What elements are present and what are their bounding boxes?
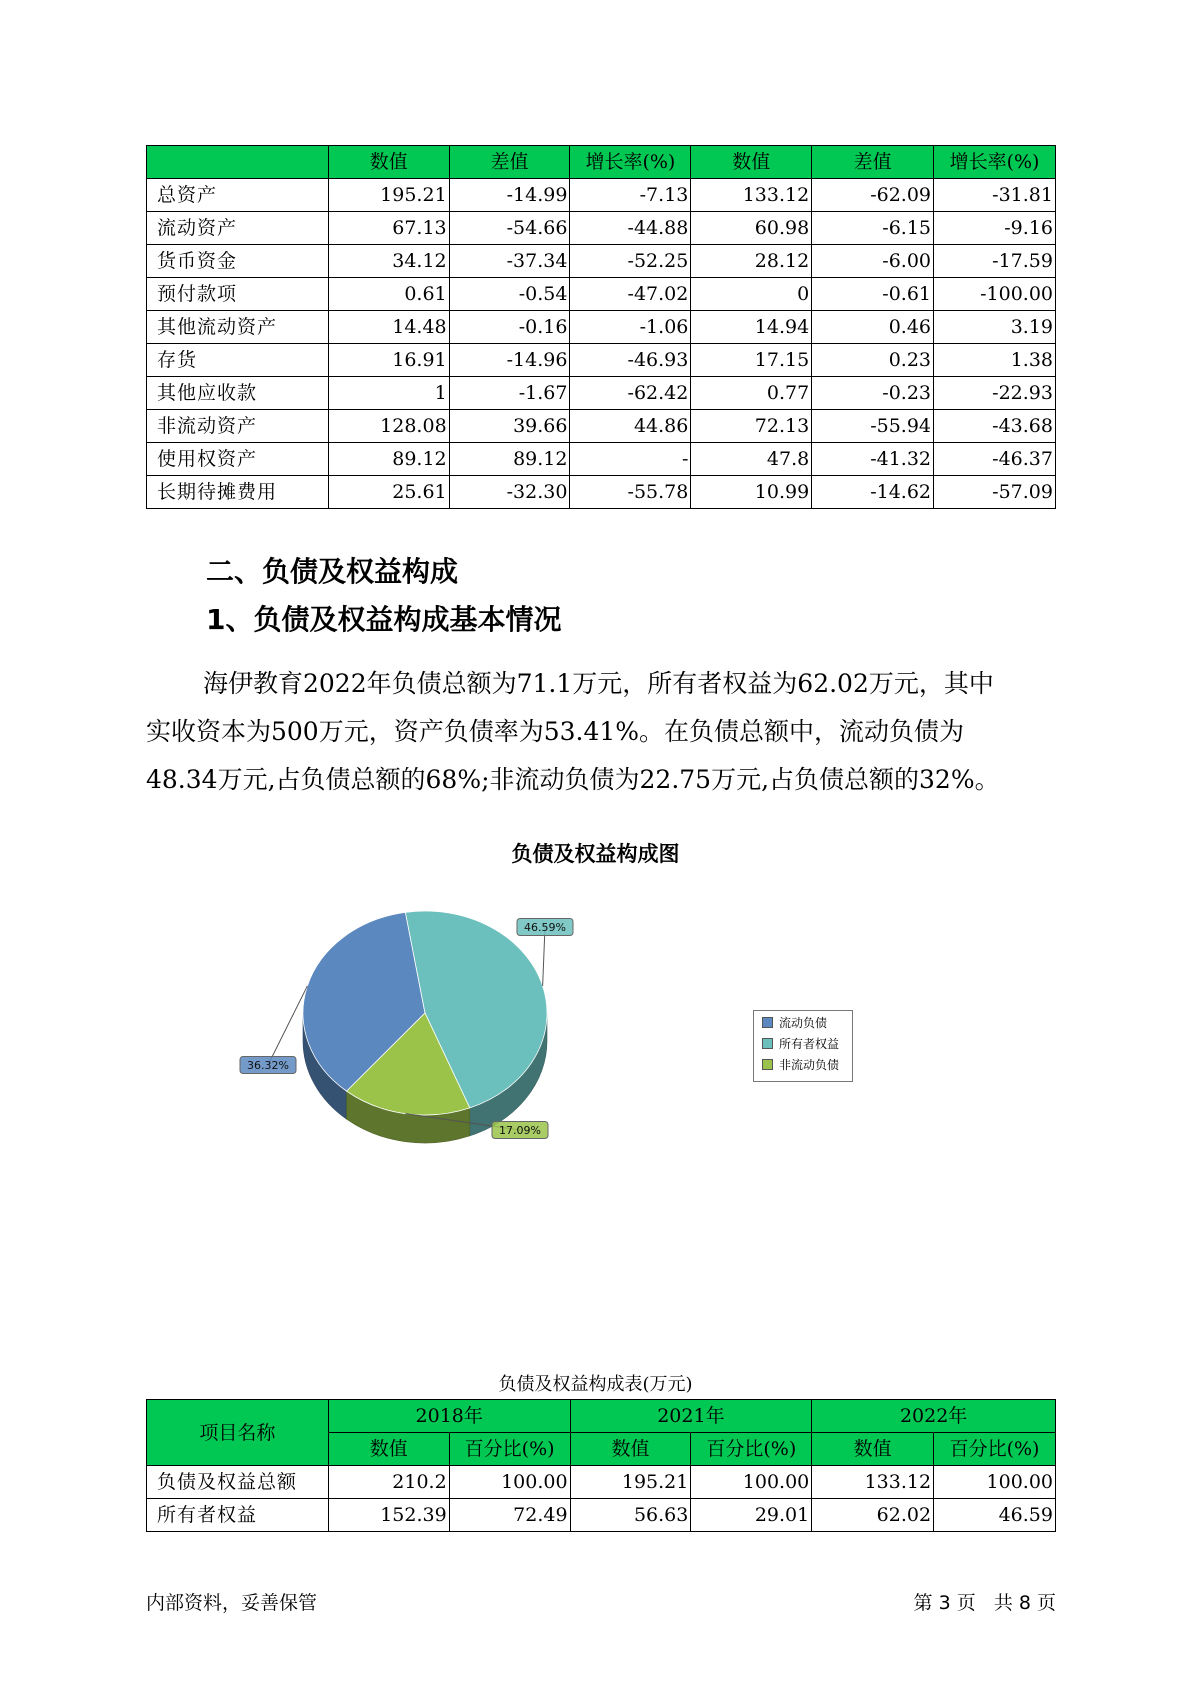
table-cell: 16.91: [328, 344, 449, 377]
table-cell: 195.21: [570, 1466, 691, 1499]
item-name-header: 项目名称: [147, 1400, 329, 1466]
table-row: [147, 212, 1056, 245]
table-cell: 0.46: [812, 311, 934, 344]
column-header: 百分比(%): [934, 1433, 1056, 1466]
column-header: 增长率(%): [934, 146, 1056, 179]
legend-label: 所有者权益: [779, 1037, 840, 1051]
leader-line: [268, 986, 307, 1065]
row-label: 非流动资产: [147, 410, 329, 443]
paragraph-line: 海伊教育2022年负债总额为71.1万元，所有者权益为62.02万元，其中: [203, 669, 994, 698]
table-cell: 100.00: [449, 1466, 570, 1499]
column-header: 数值: [328, 146, 449, 179]
table-cell: 100.00: [934, 1466, 1056, 1499]
legend-label: 流动负债: [779, 1016, 828, 1030]
table-cell: 0.23: [812, 344, 934, 377]
chart-legend: [753, 1010, 853, 1082]
row-label: 负债及权益总额: [147, 1466, 329, 1499]
table-cell: -54.66: [449, 212, 570, 245]
table-cell: 62.02: [812, 1499, 934, 1532]
table-cell: 47.8: [691, 443, 812, 476]
table-cell: 210.2: [328, 1466, 449, 1499]
table-cell: 3.19: [934, 311, 1056, 344]
table-cell: -46.37: [934, 443, 1056, 476]
data-label: 46.59%: [524, 921, 566, 934]
pie-chart: [0, 880, 1191, 1180]
table-cell: 10.99: [691, 476, 812, 509]
legend-swatch: [762, 1038, 773, 1049]
table-cell: -62.09: [812, 179, 934, 212]
column-header: 数值: [691, 146, 812, 179]
table-cell: -47.02: [570, 278, 691, 311]
asset-table: [146, 145, 1056, 509]
legend-label: 非流动负债: [779, 1058, 840, 1072]
table-cell: 29.01: [691, 1499, 812, 1532]
table-row: [147, 311, 1056, 344]
data-label: 17.09%: [499, 1124, 541, 1137]
legend-swatch: [762, 1059, 773, 1070]
column-header: 增长率(%): [570, 146, 691, 179]
table-cell: 56.63: [570, 1499, 691, 1532]
year-header: 2021年: [570, 1400, 812, 1433]
table-cell: 1: [328, 377, 449, 410]
table-cell: 100.00: [691, 1466, 812, 1499]
column-header: 数值: [570, 1433, 691, 1466]
chart-title: 负债及权益构成图: [511, 842, 680, 866]
table-cell: 25.61: [328, 476, 449, 509]
table-cell: 44.86: [570, 410, 691, 443]
table-cell: -46.93: [570, 344, 691, 377]
row-label: 其他应收款: [147, 377, 329, 410]
legend-item: [754, 1055, 852, 1074]
table-cell: -17.59: [934, 245, 1056, 278]
table-cell: 14.94: [691, 311, 812, 344]
table-row: [147, 278, 1056, 311]
table-cell: -7.13: [570, 179, 691, 212]
header-blank-cell: [147, 146, 329, 179]
row-label: 所有者权益: [147, 1499, 329, 1532]
table-cell: -0.61: [812, 278, 934, 311]
table-cell: 0.77: [691, 377, 812, 410]
table-cell: 89.12: [328, 443, 449, 476]
table-cell: -62.42: [570, 377, 691, 410]
legend-swatch: [762, 1017, 773, 1028]
section-heading: 二、负债及权益构成: [206, 555, 459, 588]
table-cell: 0: [691, 278, 812, 311]
table-cell: 39.66: [449, 410, 570, 443]
table-cell: -57.09: [934, 476, 1056, 509]
column-header: 百分比(%): [449, 1433, 570, 1466]
table-row: [147, 1499, 1056, 1532]
table-cell: -100.00: [934, 278, 1056, 311]
table-cell: 14.48: [328, 311, 449, 344]
table-cell: 89.12: [449, 443, 570, 476]
table-row: [147, 1466, 1056, 1499]
table-cell: 28.12: [691, 245, 812, 278]
table-row: [147, 476, 1056, 509]
table-cell: -14.99: [449, 179, 570, 212]
table-row: [147, 443, 1056, 476]
paragraph-line: 实收资本为500万元，资产负债率为53.41%。在负债总额中，流动负债为: [146, 717, 965, 746]
column-header: 百分比(%): [691, 1433, 812, 1466]
table-row: [147, 179, 1056, 212]
table-cell: -22.93: [934, 377, 1056, 410]
table-cell: -52.25: [570, 245, 691, 278]
table-cell: 1.38: [934, 344, 1056, 377]
row-label: 其他流动资产: [147, 311, 329, 344]
liability-equity-table: [146, 1399, 1056, 1532]
table-cell: -55.94: [812, 410, 934, 443]
footer-note: 内部资料，妥善保管: [146, 1592, 318, 1614]
table-cell: 133.12: [691, 179, 812, 212]
year-header: 2022年: [812, 1400, 1056, 1433]
table-cell: -41.32: [812, 443, 934, 476]
row-label: 预付款项: [147, 278, 329, 311]
table-cell: -31.81: [934, 179, 1056, 212]
table-cell: -37.34: [449, 245, 570, 278]
table-cell: -32.30: [449, 476, 570, 509]
table-cell: -0.16: [449, 311, 570, 344]
table-cell: -1.67: [449, 377, 570, 410]
table-cell: -55.78: [570, 476, 691, 509]
table-row: [147, 245, 1056, 278]
table-cell: 152.39: [328, 1499, 449, 1532]
table-cell: 60.98: [691, 212, 812, 245]
table-cell: -0.54: [449, 278, 570, 311]
table-cell: -0.23: [812, 377, 934, 410]
data-label: 36.32%: [247, 1059, 289, 1072]
paragraph-line: 48.34万元,占负债总额的68%;非流动负债为22.75万元,占负债总额的32%。: [146, 765, 1000, 794]
sub-heading: 1、负债及权益构成基本情况: [206, 603, 562, 636]
row-label: 使用权资产: [147, 443, 329, 476]
body-paragraph: [146, 660, 1066, 804]
table-row: [147, 344, 1056, 377]
table-cell: -43.68: [934, 410, 1056, 443]
table-cell: 34.12: [328, 245, 449, 278]
table-cell: -14.62: [812, 476, 934, 509]
table-row: [147, 377, 1056, 410]
column-header: 数值: [328, 1433, 449, 1466]
column-header: 差值: [812, 146, 934, 179]
table-cell: -9.16: [934, 212, 1056, 245]
table-cell: 72.49: [449, 1499, 570, 1532]
table-cell: -44.88: [570, 212, 691, 245]
row-label: 流动资产: [147, 212, 329, 245]
table-cell: 72.13: [691, 410, 812, 443]
row-label: 长期待摊费用: [147, 476, 329, 509]
page-number: 第 3 页 共 8 页: [913, 1592, 1056, 1614]
row-label: 存货: [147, 344, 329, 377]
column-header: 数值: [812, 1433, 934, 1466]
table-cell: 195.21: [328, 179, 449, 212]
table-cell: 17.15: [691, 344, 812, 377]
table-cell: 133.12: [812, 1466, 934, 1499]
table-caption: 负债及权益构成表(万元): [498, 1374, 693, 1395]
table-cell: -6.00: [812, 245, 934, 278]
row-label: 总资产: [147, 179, 329, 212]
table-cell: 67.13: [328, 212, 449, 245]
legend-item: [754, 1013, 852, 1032]
table-cell: 0.61: [328, 278, 449, 311]
table-cell: -14.96: [449, 344, 570, 377]
row-label: 货币资金: [147, 245, 329, 278]
table-cell: -1.06: [570, 311, 691, 344]
table-cell: 46.59: [934, 1499, 1056, 1532]
table-cell: -: [570, 443, 691, 476]
table-cell: 128.08: [328, 410, 449, 443]
year-header: 2018年: [328, 1400, 570, 1433]
table-row: [147, 410, 1056, 443]
column-header: 差值: [449, 146, 570, 179]
legend-item: [754, 1034, 852, 1053]
table-cell: -6.15: [812, 212, 934, 245]
